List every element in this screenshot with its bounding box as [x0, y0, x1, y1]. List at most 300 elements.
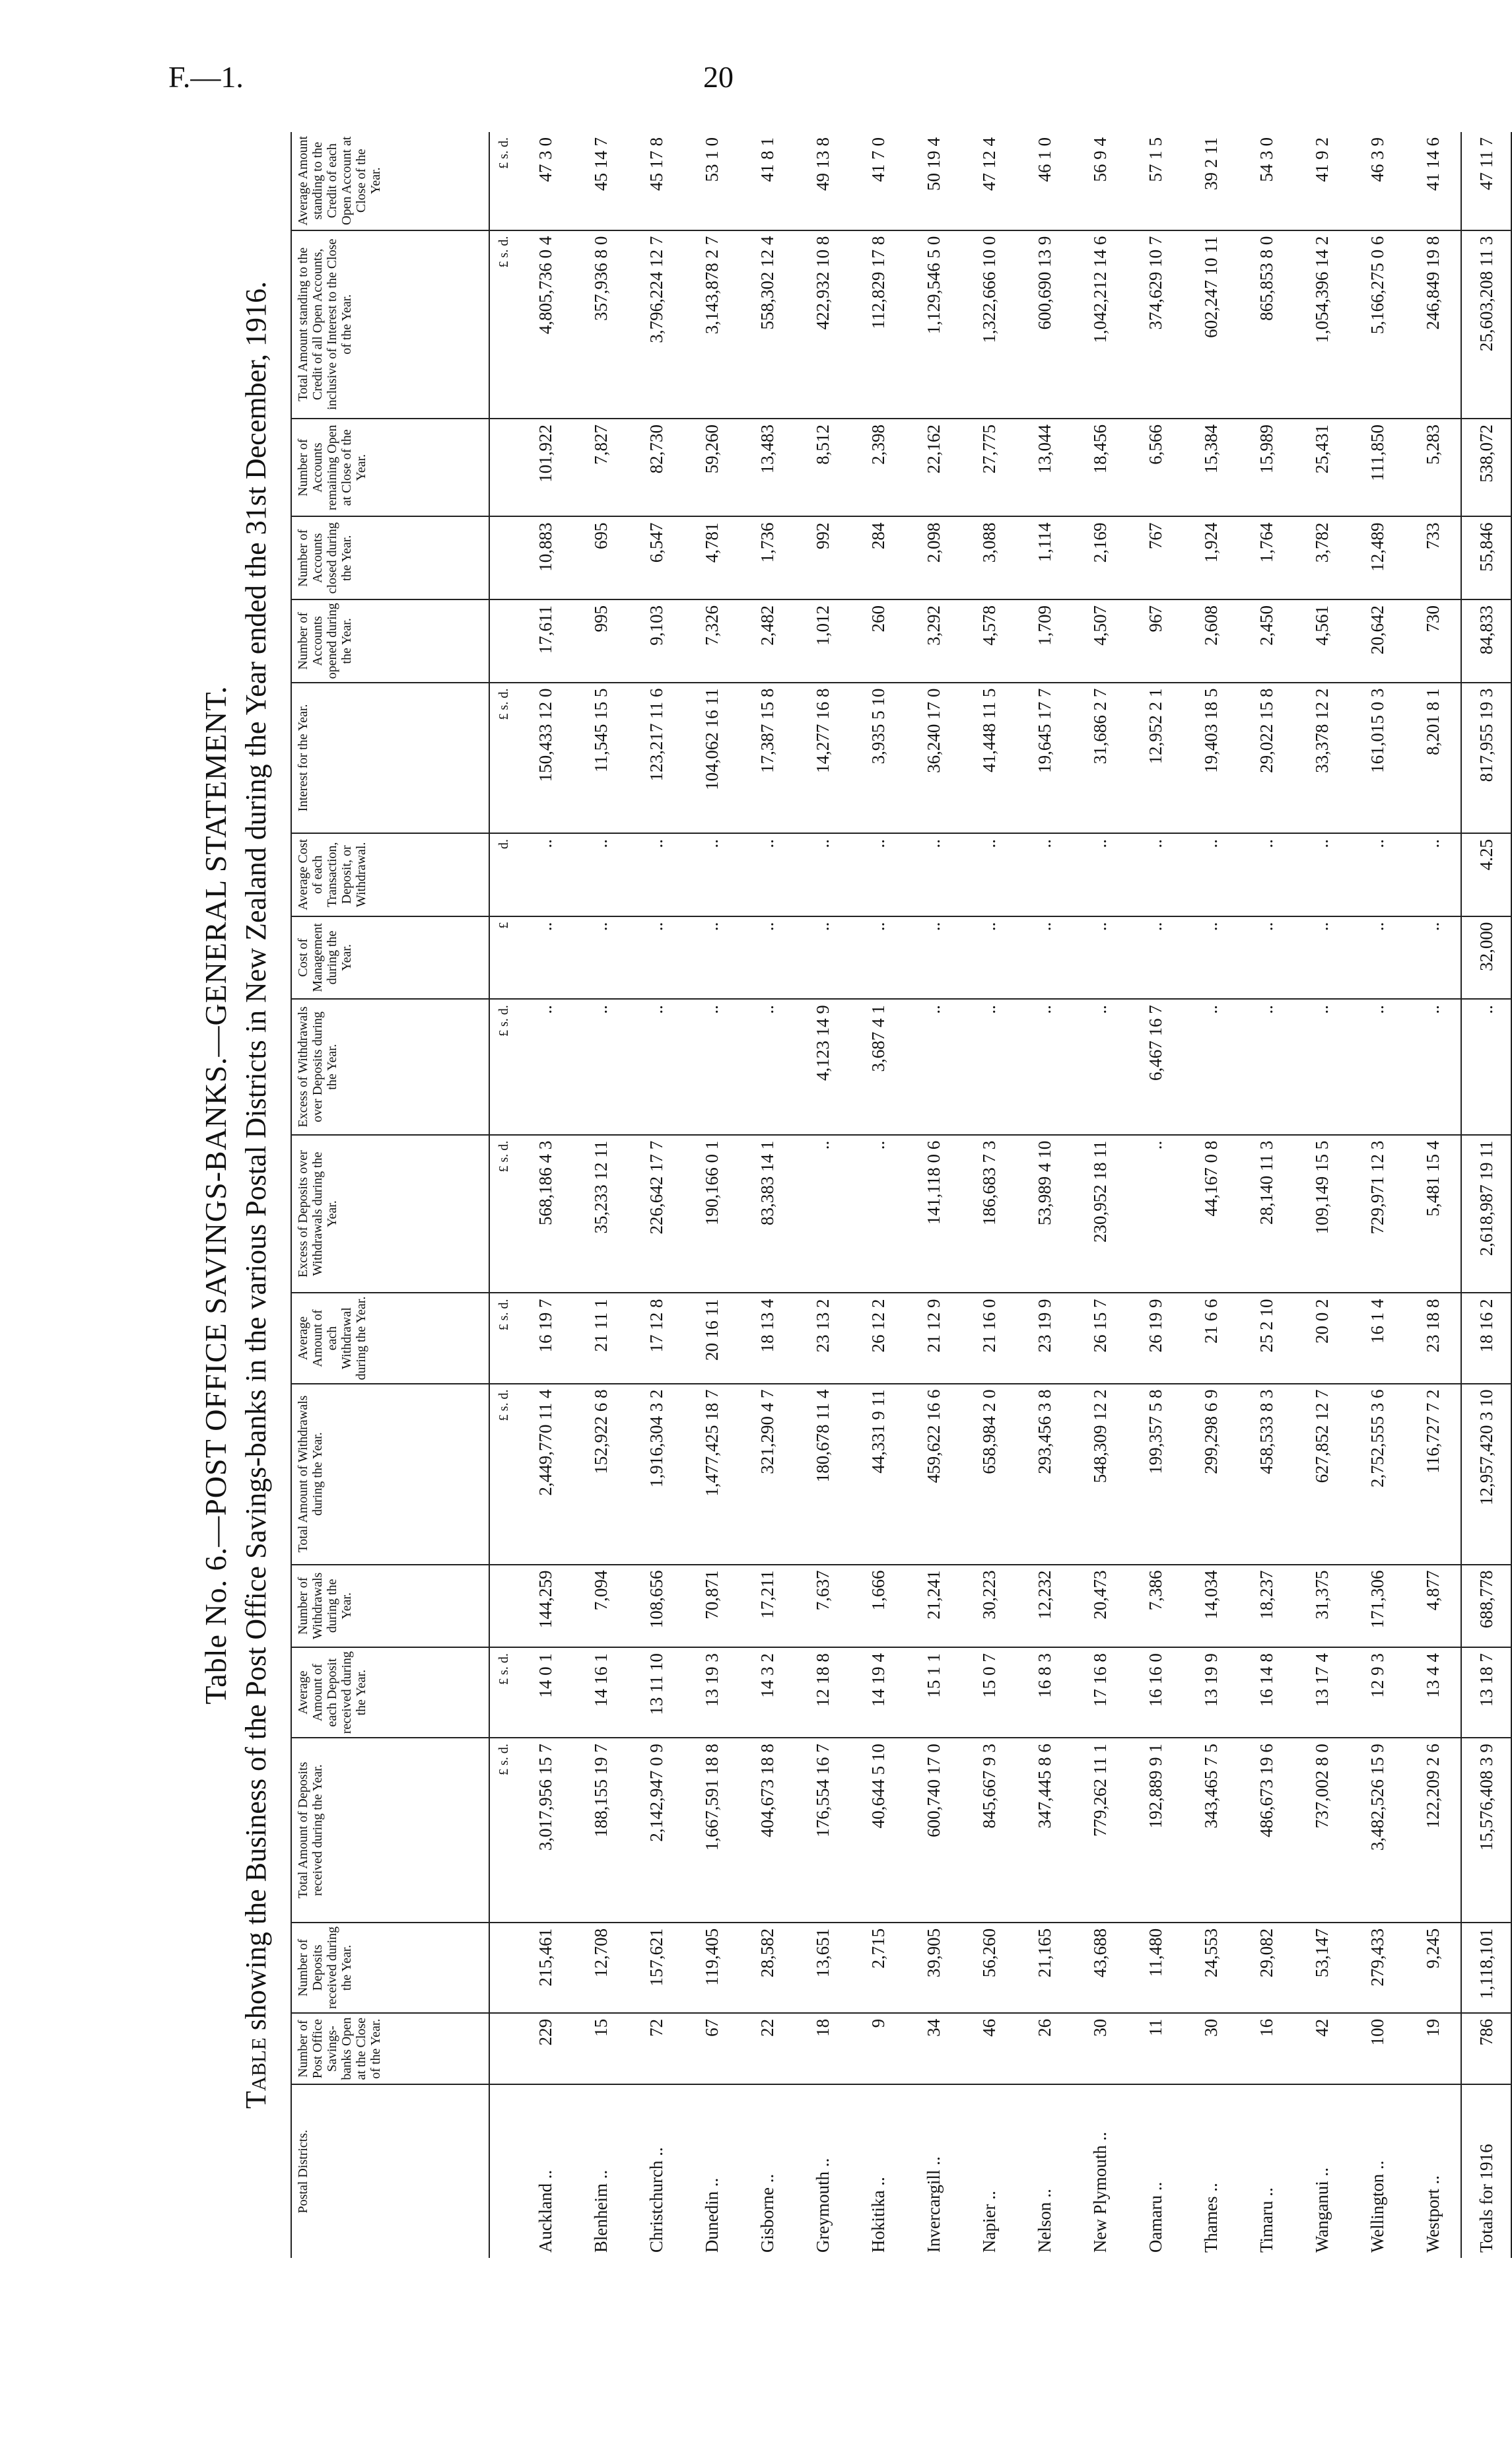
value-cell: 122,209 2 6 — [1405, 1738, 1461, 1923]
value-cell: 6,566 — [1128, 419, 1183, 516]
value-cell — [489, 1923, 518, 2013]
value-cell: 12,232 — [1017, 1565, 1072, 1648]
value-cell: 54 3 0 — [1239, 132, 1294, 230]
col-header: Average Cost of each Transaction, Deposit, or Withdrawal. — [291, 833, 489, 916]
col-header: Total Amount of Deposits received during the Year. — [291, 1738, 489, 1923]
value-cell: 190,166 0 1 — [684, 1135, 739, 1293]
value-cell: .. — [1294, 916, 1350, 1000]
value-cell: 404,673 18 8 — [739, 1738, 795, 1923]
col-header: Interest for the Year. — [291, 683, 489, 833]
value-cell: 41 9 2 — [1294, 132, 1350, 230]
value-cell: 3,782 — [1294, 516, 1350, 599]
value-cell: 16 1 4 — [1350, 1293, 1405, 1384]
value-cell: 157,621 — [629, 1923, 684, 2013]
value-cell: 2,142,947 0 9 — [629, 1738, 684, 1923]
value-cell: .. — [961, 916, 1017, 1000]
value-cell: 4,781 — [684, 516, 739, 599]
value-cell: 459,622 16 6 — [906, 1384, 961, 1565]
value-cell: 695 — [573, 516, 629, 599]
value-cell: 46 3 9 — [1350, 132, 1405, 230]
value-cell: 12 9 3 — [1350, 1647, 1405, 1738]
value-cell: 26 12 2 — [850, 1293, 906, 1384]
value-cell: 144,259 — [518, 1565, 573, 1648]
value-cell: 47 3 0 — [518, 132, 573, 230]
value-cell: .. — [518, 833, 573, 916]
district-cell: Hokitika .. — [868, 2177, 888, 2253]
value-cell: 35,233 12 11 — [573, 1135, 629, 1293]
value-cell: .. — [850, 916, 906, 1000]
value-cell: 15,576,408 3 9 — [1461, 1738, 1511, 1923]
value-cell: 119,405 — [684, 1923, 739, 2013]
value-cell: 17,211 — [739, 1565, 795, 1648]
value-cell: 11 — [1128, 2013, 1183, 2084]
value-cell: 22,162 — [906, 419, 961, 516]
value-cell: 1,054,396 14 2 — [1294, 230, 1350, 419]
value-cell: 42 — [1294, 2013, 1350, 2084]
value-cell: 30 — [1072, 2013, 1128, 2084]
district-cell: Wanganui .. — [1311, 2167, 1332, 2253]
value-cell — [489, 2013, 518, 2084]
value-cell: 7,326 — [684, 599, 739, 683]
value-cell: 733 — [1405, 516, 1461, 599]
value-cell: 600,690 13 9 — [1017, 230, 1072, 419]
value-cell: 293,456 3 8 — [1017, 1384, 1072, 1565]
value-cell: 18,237 — [1239, 1565, 1294, 1648]
value-cell: 779,262 11 1 — [1072, 1738, 1128, 1923]
value-cell: 16 19 7 — [518, 1293, 573, 1384]
value-cell: .. — [1405, 833, 1461, 916]
value-cell: 3,482,526 15 9 — [1350, 1738, 1405, 1923]
value-cell: 602,247 10 11 — [1183, 230, 1239, 419]
value-cell: 1,709 — [1017, 599, 1072, 683]
value-cell: 786 — [1461, 2013, 1511, 2084]
page-number: 20 — [703, 60, 734, 94]
value-cell: 31,375 — [1294, 1565, 1350, 1648]
table-row — [1072, 132, 1128, 2258]
value-cell: 3,935 5 10 — [850, 683, 906, 833]
value-cell: 53,989 4 10 — [1017, 1135, 1072, 1293]
value-cell: 55,846 — [1461, 516, 1511, 599]
value-cell: 845,667 9 3 — [961, 1738, 1017, 1923]
value-cell: 47 12 4 — [961, 132, 1017, 230]
value-cell: 357,936 8 0 — [573, 230, 629, 419]
district-cell: Nelson .. — [1034, 2189, 1054, 2253]
value-cell: 1,764 — [1239, 516, 1294, 599]
value-cell: .. — [1017, 833, 1072, 916]
value-cell: 112,829 17 8 — [850, 230, 906, 419]
value-cell: 108,656 — [629, 1565, 684, 1648]
value-cell: 59,260 — [684, 419, 739, 516]
value-cell: 2,482 — [739, 599, 795, 683]
table-row — [1239, 132, 1294, 2258]
value-cell: 4,123 14 9 — [795, 999, 850, 1135]
value-cell: 12,708 — [573, 1923, 629, 2013]
value-cell: 1,667,591 18 8 — [684, 1738, 739, 1923]
report-id: F.—1. — [168, 60, 244, 94]
value-cell: 44,331 9 11 — [850, 1384, 906, 1565]
value-cell: 28,582 — [739, 1923, 795, 2013]
value-cell: .. — [1239, 916, 1294, 1000]
value-cell: £ s. d. — [489, 1738, 518, 1923]
value-cell: 4,578 — [961, 599, 1017, 683]
col-header: Number of Accounts closed during the Year. — [291, 516, 489, 599]
value-cell: .. — [1183, 916, 1239, 1000]
value-cell: 13 17 4 — [1294, 1647, 1350, 1738]
value-cell: 767 — [1128, 516, 1183, 599]
value-cell: 1,118,101 — [1461, 1923, 1511, 2013]
value-cell: 548,309 12 2 — [1072, 1384, 1128, 1565]
value-cell: 47 11 7 — [1461, 132, 1511, 230]
value-cell: 230,952 18 11 — [1072, 1135, 1128, 1293]
value-cell: 688,778 — [1461, 1565, 1511, 1648]
col-header: Average Amount standing to the Credit of each Open Account at Close of the Year. — [291, 132, 489, 230]
value-cell: 30 — [1183, 2013, 1239, 2084]
value-cell: 5,481 15 4 — [1405, 1135, 1461, 1293]
value-cell: .. — [629, 916, 684, 1000]
value-cell: 658,984 2 0 — [961, 1384, 1017, 1565]
value-cell: 1,924 — [1183, 516, 1239, 599]
value-cell: £ s. d. — [489, 1647, 518, 1738]
value-cell: 21 12 9 — [906, 1293, 961, 1384]
value-cell: .. — [1072, 916, 1128, 1000]
table-row — [518, 132, 573, 2258]
value-cell: 53,147 — [1294, 1923, 1350, 2013]
value-cell: 215,461 — [518, 1923, 573, 2013]
table-row — [1405, 132, 1461, 2258]
value-cell: 4.25 — [1461, 833, 1511, 916]
value-cell: .. — [684, 916, 739, 1000]
value-cell: .. — [795, 916, 850, 1000]
district-cell: Wellington .. — [1367, 2160, 1387, 2253]
value-cell: 39 2 11 — [1183, 132, 1239, 230]
value-cell: £ s. d. — [489, 1293, 518, 1384]
col-header: Number of Withdrawals during the Year. — [291, 1565, 489, 1648]
value-cell: 27,775 — [961, 419, 1017, 516]
value-cell: 279,433 — [1350, 1923, 1405, 2013]
value-cell: 29,082 — [1239, 1923, 1294, 2013]
value-cell: 4,507 — [1072, 599, 1128, 683]
value-cell: £ s. d. — [489, 1135, 518, 1293]
table-row — [573, 132, 629, 2258]
table-row — [850, 132, 906, 2258]
statistics-table — [291, 132, 1512, 2258]
value-cell: 43,688 — [1072, 1923, 1128, 2013]
value-cell: 82,730 — [629, 419, 684, 516]
district-cell: Timaru .. — [1256, 2187, 1276, 2253]
value-cell: 28,140 11 3 — [1239, 1135, 1294, 1293]
value-cell: .. — [1072, 999, 1128, 1135]
value-cell: 29,022 15 8 — [1239, 683, 1294, 833]
col-header: Number of Post Office Savings-banks Open at the Close of the Year. — [291, 2013, 489, 2084]
value-cell: .. — [1239, 999, 1294, 1135]
value-cell: 11,545 15 5 — [573, 683, 629, 833]
district-cell: Totals for 1916 — [1461, 2084, 1511, 2258]
table-body — [489, 132, 1511, 2258]
value-cell: 992 — [795, 516, 850, 599]
value-cell: 20 0 2 — [1294, 1293, 1350, 1384]
district-cell: Westport .. — [1422, 2175, 1443, 2253]
value-cell: 627,852 12 7 — [1294, 1384, 1350, 1565]
value-cell: .. — [1239, 833, 1294, 916]
value-cell: 41 8 1 — [739, 132, 795, 230]
value-cell: .. — [629, 999, 684, 1135]
col-header: Number of Deposits received during the Year. — [291, 1923, 489, 2013]
value-cell: 17 12 8 — [629, 1293, 684, 1384]
value-cell: 41,448 11 5 — [961, 683, 1017, 833]
value-cell: 3,088 — [961, 516, 1017, 599]
value-cell: 57 1 5 — [1128, 132, 1183, 230]
value-cell: 39,905 — [906, 1923, 961, 2013]
value-cell: 13,483 — [739, 419, 795, 516]
subtitle-text: showing the Business of the Post Office Savings-banks in the various Postal Districts in New Zealand during the Year ended the 31st December, 1916. — [240, 281, 272, 2031]
table-row — [1350, 132, 1405, 2258]
table-row — [1017, 132, 1072, 2258]
value-cell: 4,805,736 0 4 — [518, 230, 573, 419]
value-cell: 15 — [573, 2013, 629, 2084]
district-cell: Greymouth .. — [812, 2158, 833, 2253]
value-cell: 14 16 1 — [573, 1647, 629, 1738]
value-cell: 1,916,304 3 2 — [629, 1384, 684, 1565]
value-cell: 7,094 — [573, 1565, 629, 1648]
value-cell: 7,386 — [1128, 1565, 1183, 1648]
value-cell: 13,044 — [1017, 419, 1072, 516]
value-cell: 26 15 7 — [1072, 1293, 1128, 1384]
value-cell: 116,727 7 2 — [1405, 1384, 1461, 1565]
value-cell: £ s. d. — [489, 999, 518, 1135]
totals-row — [1461, 132, 1511, 2258]
value-cell: 23 19 9 — [1017, 1293, 1072, 1384]
value-cell: 100 — [1350, 2013, 1405, 2084]
value-cell: 1,736 — [739, 516, 795, 599]
value-cell: 152,922 6 8 — [573, 1384, 629, 1565]
value-cell: 16 14 8 — [1239, 1647, 1294, 1738]
value-cell: 26 19 9 — [1128, 1293, 1183, 1384]
value-cell: 9,103 — [629, 599, 684, 683]
value-cell: .. — [739, 916, 795, 1000]
value-cell: .. — [1017, 916, 1072, 1000]
value-cell: 45 14 7 — [573, 132, 629, 230]
value-cell: 161,015 0 3 — [1350, 683, 1405, 833]
value-cell: 30,223 — [961, 1565, 1017, 1648]
value-cell: 2,715 — [850, 1923, 906, 2013]
value-cell: 13 19 3 — [684, 1647, 739, 1738]
col-header: Postal Districts. — [291, 2084, 489, 2258]
value-cell: 24,553 — [1183, 1923, 1239, 2013]
value-cell: 22 — [739, 2013, 795, 2084]
value-cell: 14,034 — [1183, 1565, 1239, 1648]
value-cell: .. — [629, 833, 684, 916]
table-row — [684, 132, 739, 2258]
value-cell — [489, 419, 518, 516]
value-cell: 21,241 — [906, 1565, 961, 1648]
value-cell: 31,686 2 7 — [1072, 683, 1128, 833]
subtitle-lead: Table — [240, 2037, 272, 2109]
district-cell: Christchurch .. — [646, 2147, 666, 2253]
value-cell: 229 — [518, 2013, 573, 2084]
value-cell: 16 8 3 — [1017, 1647, 1072, 1738]
value-cell: d. — [489, 833, 518, 916]
value-cell: .. — [1128, 916, 1183, 1000]
value-cell: 321,290 4 7 — [739, 1384, 795, 1565]
value-cell: £ s. d. — [489, 683, 518, 833]
district-cell: Thames .. — [1200, 2183, 1221, 2253]
value-cell: 1,322,666 10 0 — [961, 230, 1017, 419]
col-header: Average Amount of each Withdrawal during the Year. — [291, 1293, 489, 1384]
value-cell: 995 — [573, 599, 629, 683]
value-cell: 13 11 10 — [629, 1647, 684, 1738]
value-cell: .. — [573, 833, 629, 916]
value-cell: 14 0 1 — [518, 1647, 573, 1738]
value-cell: 729,971 12 3 — [1350, 1135, 1405, 1293]
value-cell: 7,827 — [573, 419, 629, 516]
value-cell: 23 18 8 — [1405, 1293, 1461, 1384]
value-cell: 3,292 — [906, 599, 961, 683]
value-cell: 19 — [1405, 2013, 1461, 2084]
value-cell: 1,129,546 5 0 — [906, 230, 961, 419]
value-cell: .. — [795, 833, 850, 916]
value-cell: .. — [906, 833, 961, 916]
value-cell: 21 6 6 — [1183, 1293, 1239, 1384]
value-cell: .. — [1350, 833, 1405, 916]
value-cell: .. — [684, 833, 739, 916]
value-cell: 2,169 — [1072, 516, 1128, 599]
value-cell: 72 — [629, 2013, 684, 2084]
value-cell: 1,114 — [1017, 516, 1072, 599]
value-cell: 45 17 8 — [629, 132, 684, 230]
district-cell: Oamaru .. — [1145, 2181, 1165, 2253]
value-cell: 16 16 0 — [1128, 1647, 1183, 1738]
value-cell: 737,002 8 0 — [1294, 1738, 1350, 1923]
value-cell: 109,149 15 5 — [1294, 1135, 1350, 1293]
value-cell: .. — [684, 999, 739, 1135]
value-cell: 56 9 4 — [1072, 132, 1128, 230]
value-cell: 2,398 — [850, 419, 906, 516]
value-cell: 25 2 10 — [1239, 1293, 1294, 1384]
value-cell: 101,922 — [518, 419, 573, 516]
value-cell: .. — [906, 916, 961, 1000]
value-cell: 12,952 2 1 — [1128, 683, 1183, 833]
value-cell: 12,489 — [1350, 516, 1405, 599]
value-cell: 14 3 2 — [739, 1647, 795, 1738]
value-cell: .. — [1350, 916, 1405, 1000]
value-cell: 56,260 — [961, 1923, 1017, 2013]
value-cell: 41 14 6 — [1405, 132, 1461, 230]
district-cell — [489, 2084, 518, 2258]
value-cell: 8,512 — [795, 419, 850, 516]
header-row — [291, 132, 489, 2258]
value-cell: 14 19 4 — [850, 1647, 906, 1738]
value-cell: 41 7 0 — [850, 132, 906, 230]
value-cell: 84,833 — [1461, 599, 1511, 683]
value-cell: 21 16 0 — [961, 1293, 1017, 1384]
value-cell: .. — [739, 999, 795, 1135]
value-cell: .. — [906, 999, 961, 1135]
value-cell: 817,955 19 3 — [1461, 683, 1511, 833]
value-cell: 10,883 — [518, 516, 573, 599]
page-header — [0, 59, 1482, 125]
value-cell: .. — [1294, 999, 1350, 1135]
value-cell: 284 — [850, 516, 906, 599]
value-cell: 25,431 — [1294, 419, 1350, 516]
value-cell: 46 1 0 — [1017, 132, 1072, 230]
value-cell: 26 — [1017, 2013, 1072, 2084]
value-cell: 11,480 — [1128, 1923, 1183, 2013]
value-cell: 3,796,224 12 7 — [629, 230, 684, 419]
district-cell: Blenheim .. — [590, 2169, 611, 2253]
value-cell: .. — [1128, 833, 1183, 916]
value-cell: 180,678 11 4 — [795, 1384, 850, 1565]
value-cell: 199,357 5 8 — [1128, 1384, 1183, 1565]
value-cell: 176,554 16 7 — [795, 1738, 850, 1923]
value-cell: .. — [573, 999, 629, 1135]
value-cell: 558,302 12 4 — [739, 230, 795, 419]
table-title: Table No. 6.—POST OFFICE SAVINGS-BANKS.—GENERAL STATEMENT. — [199, 685, 232, 1705]
value-cell: 2,608 — [1183, 599, 1239, 683]
value-cell: .. — [795, 1135, 850, 1293]
value-cell: 17,387 15 8 — [739, 683, 795, 833]
value-cell: 347,445 8 6 — [1017, 1738, 1072, 1923]
district-cell: Dunedin .. — [701, 2177, 722, 2253]
value-cell: 15,384 — [1183, 419, 1239, 516]
value-cell: .. — [1017, 999, 1072, 1135]
value-cell: 83,383 14 1 — [739, 1135, 795, 1293]
table-subtitle — [239, 132, 281, 2258]
value-cell: 12 18 8 — [795, 1647, 850, 1738]
value-cell: 4,877 — [1405, 1565, 1461, 1648]
value-cell: 36,240 17 0 — [906, 683, 961, 833]
table-row — [961, 132, 1017, 2258]
value-cell: 13 4 4 — [1405, 1647, 1461, 1738]
value-cell: 171,306 — [1350, 1565, 1405, 1648]
value-cell: 192,889 9 1 — [1128, 1738, 1183, 1923]
value-cell: 422,932 10 8 — [795, 230, 850, 419]
value-cell: 2,449,770 11 4 — [518, 1384, 573, 1565]
value-cell: 18 16 2 — [1461, 1293, 1511, 1384]
table-row — [1183, 132, 1239, 2258]
value-cell: 4,561 — [1294, 599, 1350, 683]
value-cell: 6,467 16 7 — [1128, 999, 1183, 1135]
district-cell: New Plymouth .. — [1089, 2131, 1110, 2253]
value-cell: 568,186 4 3 — [518, 1135, 573, 1293]
value-cell: 12,957,420 3 10 — [1461, 1384, 1511, 1565]
value-cell: .. — [518, 916, 573, 1000]
table-row — [739, 132, 795, 2258]
value-cell: 20 16 11 — [684, 1293, 739, 1384]
col-header: Average Amount of each Deposit received during the Year. — [291, 1647, 489, 1738]
value-cell: 44,167 0 8 — [1183, 1135, 1239, 1293]
value-cell: 6,547 — [629, 516, 684, 599]
value-cell: 17,611 — [518, 599, 573, 683]
district-cell: Invercargill .. — [923, 2156, 944, 2253]
value-cell: 246,849 19 8 — [1405, 230, 1461, 419]
value-cell: 458,533 8 3 — [1239, 1384, 1294, 1565]
district-cell: Gisborne .. — [757, 2173, 777, 2253]
value-cell: 9 — [850, 2013, 906, 2084]
value-cell — [489, 516, 518, 599]
col-header: Excess of Deposits over Withdrawals during the Year. — [291, 1135, 489, 1293]
value-cell: .. — [1183, 833, 1239, 916]
value-cell: £ s. d. — [489, 132, 518, 230]
value-cell: 5,166,275 0 6 — [1350, 230, 1405, 419]
value-cell: 1,012 — [795, 599, 850, 683]
value-cell: 7,637 — [795, 1565, 850, 1648]
value-cell: 13 18 7 — [1461, 1647, 1511, 1738]
value-cell: .. — [850, 1135, 906, 1293]
value-cell: £ s. d. — [489, 1384, 518, 1565]
value-cell: 104,062 16 11 — [684, 683, 739, 833]
value-cell: 123,217 11 6 — [629, 683, 684, 833]
value-cell: 67 — [684, 2013, 739, 2084]
